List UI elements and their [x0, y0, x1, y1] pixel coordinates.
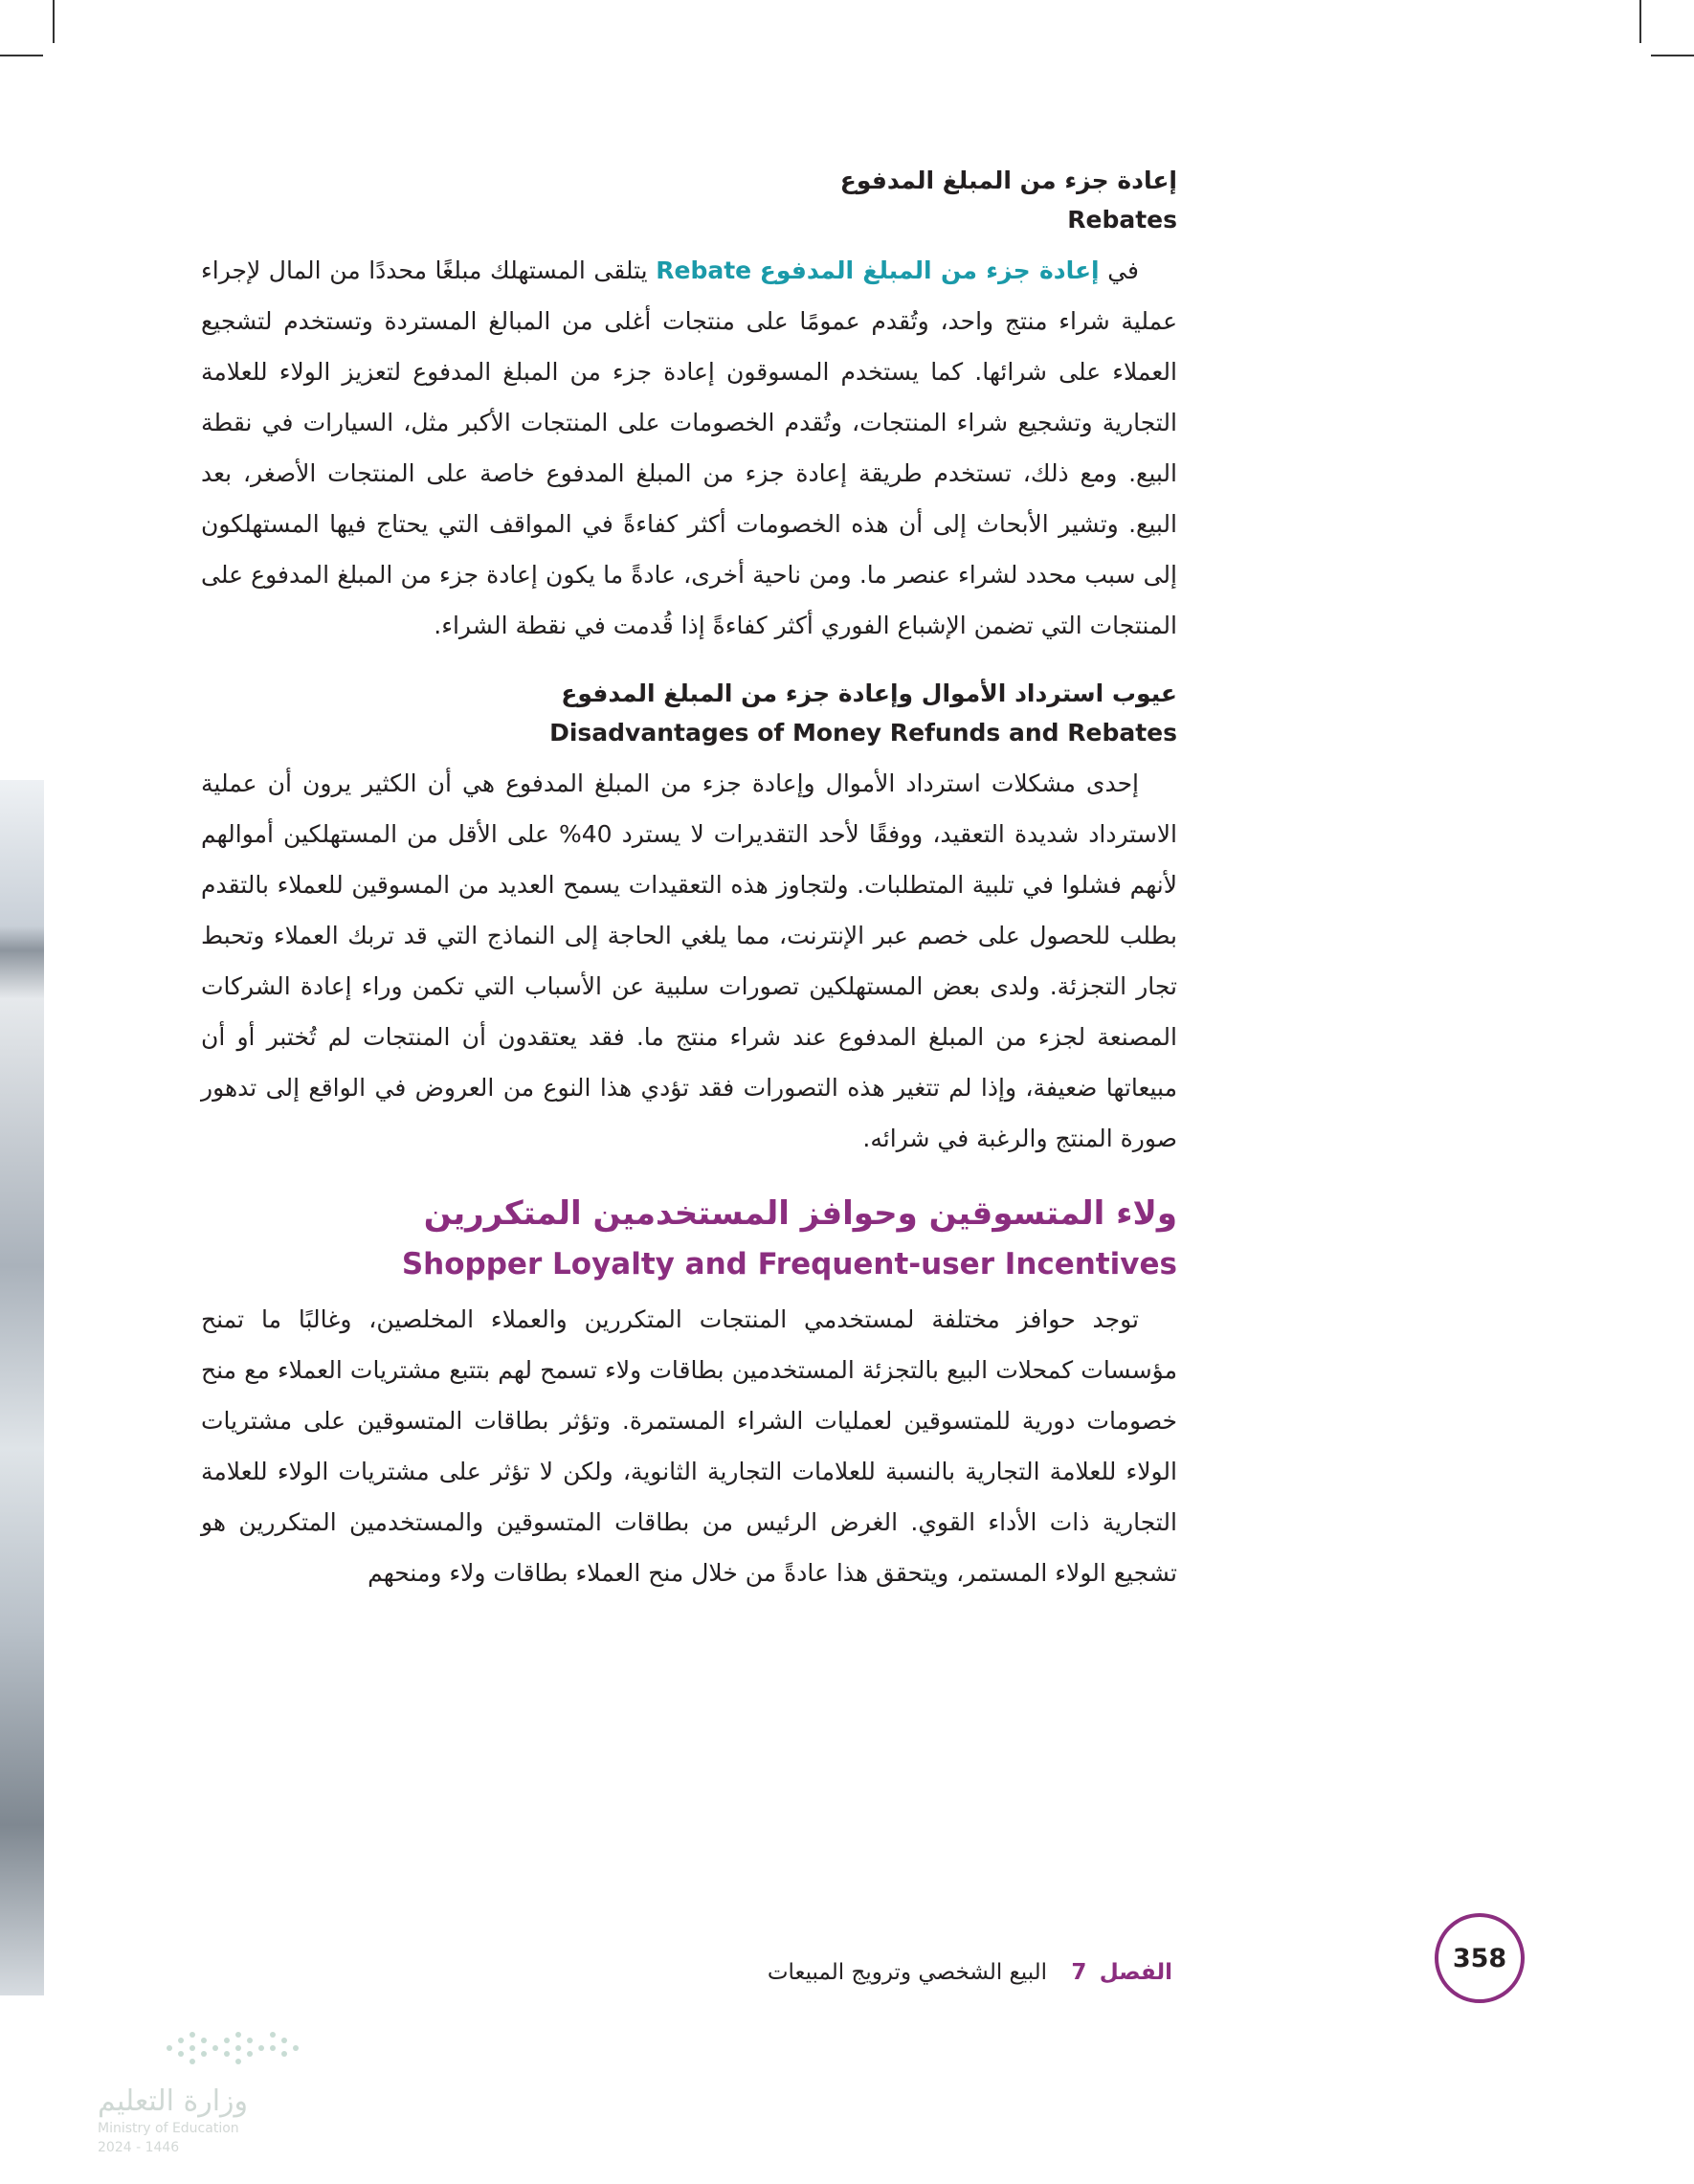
crop-mark: [53, 0, 55, 43]
chapter-footer: [670, 1960, 1172, 1985]
crop-mark: [0, 55, 43, 56]
crop-mark: [1639, 0, 1641, 43]
logo-dots-icon: [160, 2027, 380, 2075]
page-content: [201, 161, 1177, 1621]
loyalty-heading-en: Shopper Loyalty and Frequent-user Incentives: [401, 1247, 1177, 1281]
chapter-title: البيع الشخصي وترويج المبيعات: [767, 1960, 1048, 1985]
logo-name-en: Ministry of Education: [98, 2121, 239, 2136]
loyalty-paragraph: توجد حوافز مختلفة لمستخدمي المنتجات المتكررين والعملاء المخلصين، وغالبًا ما تمنح مؤسسات كمحلات البيع بالتجزئة المستخدمين بطاقات ولاء تسمح لهم بتتبع مشتريات العملاء مع منح خصومات دورية للمتسوقين لعمليات الشراء المستمرة. وتؤثر بطاقات المتسوقين على مشتريات الولاء للعلامة التجارية بالنسبة للعلامات التجارية الثانوية، ولكن لا تؤثر على مشتريات الولاء للعلامة التجارية ذات الأداء القوي. الغرض الرئيس من بطاقات المتسوقين والمستخدمين المتكررين هو تشجيع الولاء المستمر، ويتحقق هذا عادةً من خلال منح العملاء بطاقات ولاء ومنحهم: [201, 1305, 1177, 1587]
disadvantages-heading-en: Disadvantages of Money Refunds and Rebates: [549, 719, 1177, 747]
para-start: في: [1099, 256, 1139, 284]
rebates-heading-en: Rebates: [1067, 206, 1177, 234]
chapter-label: الفصل: [1099, 1960, 1172, 1985]
chapter-number: 7: [1071, 1960, 1087, 1985]
rebates-paragraph: [201, 245, 1177, 651]
para-rest: يتلقى المستهلك مبلغًا محددًا من المال لإجراء عملية شراء منتج واحد، وتُقدم عمومًا على منتجات أغلى من المبالغ المستردة وتستخدم لتشجيع العملاء على شرائها. كما يستخدم المسوقون إعادة جزء من المبلغ المدفوع لتعزيز الولاء للعلامة التجارية وتشجيع شراء المنتجات، وتُقدم الخصومات على المنتجات الأكبر مثل، السيارات في نقطة البيع. ومع ذلك، تستخدم طريقة إعادة جزء من المبلغ المدفوع خاصة على المنتجات الأصغر، بعد البيع. وتشير الأبحاث إلى أن هذه الخصومات أكثر كفاءةً في المواقف التي يحتاج فيها المستهلكون إلى سبب محدد لشراء عنصر ما. ومن ناحية أخرى، عادةً ما يكون إعادة جزء من المبلغ المدفوع على المنتجات التي تضمن الإشباع الفوري أكثر كفاءةً إذا قُدمت في نقطة الشراء.: [201, 256, 1177, 639]
logo-year: 2024 - 1446: [98, 2140, 180, 2155]
page-number: 358: [1435, 1913, 1525, 2003]
logo-name-ar: وزارة التعليم: [98, 2084, 249, 2118]
loyalty-heading-ar: ولاء المتسوقين وحوافز المستخدمين المتكررين: [423, 1194, 1177, 1233]
disadvantages-paragraph: إحدى مشكلات استرداد الأموال وإعادة جزء من المبلغ المدفوع هي أن الكثير يرون أن عملية الاسترداد شديدة التعقيد، ووفقًا لأحد التقديرات لا يسترد 40% على الأقل من المستهلكين أموالهم لأنهم فشلوا في تلبية المتطلبات. ولتجاوز هذه التعقيدات يسمح العديد من المسوقين للعملاء بالتقدم بطلب للحصول على خصم عبر الإنترنت، مما يلغي الحاجة إلى النماذج التي قد تربك العملاء وتحبط تجار التجزئة. ولدى بعض المستهلكين تصورات سلبية عن الأسباب التي تكمن وراء إعادة الشركات المصنعة لجزء من المبلغ المدفوع عند شراء منتج ما. فقد يعتقدون أن المنتجات لم تُختبر أو أن مبيعاتها ضعيفة، وإذا لم تتغير هذه التصورات فقد تؤدي هذا النوع من العروض في الواقع إلى تدهور صورة المنتج والرغبة في شرائه.: [201, 769, 1177, 1152]
term-rebate-en: Rebate: [656, 256, 752, 284]
rebates-heading-ar: إعادة جزء من المبلغ المدفوع: [839, 167, 1177, 194]
term-rebate-ar: إعادة جزء من المبلغ المدفوع: [759, 256, 1100, 284]
disadvantages-heading-ar: عيوب استرداد الأموال وإعادة جزء من المبلغ المدفوع: [561, 680, 1177, 707]
background-photo-strip: [0, 780, 44, 1995]
ministry-logo: [98, 2027, 327, 2171]
crop-mark: [1651, 55, 1694, 56]
